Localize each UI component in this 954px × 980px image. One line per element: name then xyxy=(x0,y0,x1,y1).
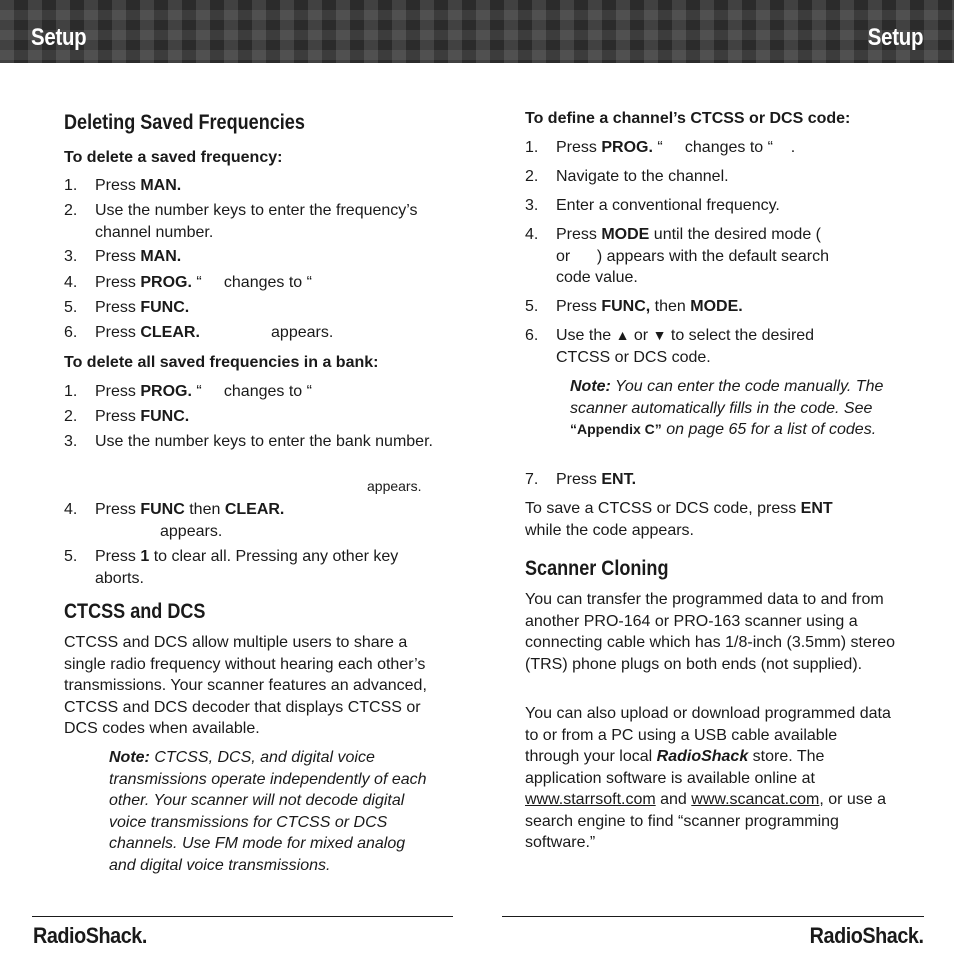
step-text: Use the number keys to enter the bank number. xyxy=(95,433,433,450)
step-number: 2. xyxy=(64,408,78,425)
define-note: Note: You can enter the code manually. The scanner automatically fills in the code. See “Appendix C” on page 65 for a list of codes. xyxy=(570,378,884,438)
appears-text: appears. xyxy=(367,478,422,494)
ctcss-note: Note: CTCSS, DCS, and digital voice transmissions operate independently of each other. Your scanner will not decode digital voice transmissions for CTCSS or DCS channels. Use FM mode for mixed analog and digital voice transmissions. xyxy=(109,749,427,874)
up-arrow-icon: ▲ xyxy=(615,327,630,343)
step-text: Use the ▲ or ▼ to select the desired CTCSS or DCS code. xyxy=(556,327,815,366)
step-text: Press FUNC. xyxy=(95,408,190,425)
scancat-link[interactable]: www.scancat.com xyxy=(691,791,820,808)
step-text: Press MODE until the desired mode ( or ) appears with the default search code value. xyxy=(556,226,848,286)
deleting-heading: Deleting Saved Frequencies xyxy=(64,111,305,134)
step-number: 6. xyxy=(525,327,539,344)
step-text: Navigate to the channel. xyxy=(556,168,729,185)
step-number: 1. xyxy=(64,177,78,194)
step-text: Press PROG. “ changes to “ xyxy=(95,383,312,400)
step-number: 3. xyxy=(64,433,78,450)
page-title-right: Setup xyxy=(867,24,923,51)
define-subheading: To define a channel’s CTCSS or DCS code: xyxy=(525,110,851,127)
step-text: Press MAN. xyxy=(95,177,182,194)
step-number: 3. xyxy=(525,197,539,214)
step-text: Press ENT. xyxy=(556,471,637,488)
step-number: 5. xyxy=(64,548,78,565)
step-text: Press CLEAR. appears. xyxy=(95,324,334,341)
appears-text: appears. xyxy=(160,523,223,540)
radioshack-logo-left: RadioShack. xyxy=(33,923,147,948)
step-number: 7. xyxy=(525,471,539,488)
delete-bank-subheading: To delete all saved frequencies in a bank: xyxy=(64,354,379,371)
step-number: 6. xyxy=(64,324,78,341)
step-number: 4. xyxy=(525,226,539,243)
step-number: 1. xyxy=(525,139,539,156)
step-text: Press 1 to clear all. Pressing any other key aborts. xyxy=(95,548,399,587)
radioshack-logo-right: RadioShack. xyxy=(810,923,924,948)
cloning-paragraph-2: You can also upload or download programmed data to or from a PC using a USB cable available through your local RadioShack store. The application software is available online at www.starrsoft.com and www.scancat.com, or use a search engine to find “scanner programming software.” xyxy=(525,705,891,851)
delete-single-subheading: To delete a saved frequency: xyxy=(64,149,283,166)
step-text: Press MAN. xyxy=(95,248,182,265)
page-title-left: Setup xyxy=(31,24,87,51)
step-number: 2. xyxy=(64,202,78,219)
step-number: 3. xyxy=(64,248,78,265)
step-number: 5. xyxy=(64,299,78,316)
step-number: 2. xyxy=(525,168,539,185)
step-text: Enter a conventional frequency. xyxy=(556,197,780,214)
cloning-heading: Scanner Cloning xyxy=(525,557,669,580)
ctcss-paragraph: CTCSS and DCS allow multiple users to share a single radio frequency without hearing each other’s transmissions. Your scanner features an advanced, CTCSS and DCS decoder that displays CTCSS or DCS codes when available. xyxy=(64,634,427,737)
footer-divider-right xyxy=(502,916,924,917)
step-number: 4. xyxy=(64,501,78,518)
footer-divider-left xyxy=(32,916,453,917)
step-text: Use the number keys to enter the frequency’s channel number. xyxy=(95,202,418,241)
step-number: 4. xyxy=(64,274,78,291)
step-text: Press PROG. “ changes to “ xyxy=(95,274,312,291)
appendix-reference: “Appendix C” xyxy=(570,421,662,437)
brand-name: RadioShack xyxy=(656,748,749,765)
save-code-paragraph: To save a CTCSS or DCS code, press ENT while the code appears. xyxy=(525,500,833,539)
ctcss-heading: CTCSS and DCS xyxy=(64,600,206,623)
step-text: Press FUNC. xyxy=(95,299,190,316)
step-number: 5. xyxy=(525,298,539,315)
cloning-paragraph-1: You can transfer the programmed data to and from another PRO-164 or PRO-163 scanner using a connecting cable which has 1/8-inch (3.5mm) stereo (TRS) phone plugs on both ends (not supplied). xyxy=(525,591,895,673)
header-banner xyxy=(0,0,954,63)
step-text: Press PROG. “ changes to “ . xyxy=(556,139,796,156)
down-arrow-icon: ▼ xyxy=(652,327,667,343)
starrsoft-link[interactable]: www.starrsoft.com xyxy=(525,791,656,808)
step-text: Press FUNC then CLEAR. xyxy=(95,501,285,518)
step-text: Press FUNC, then MODE. xyxy=(556,298,743,315)
step-number: 1. xyxy=(64,383,78,400)
